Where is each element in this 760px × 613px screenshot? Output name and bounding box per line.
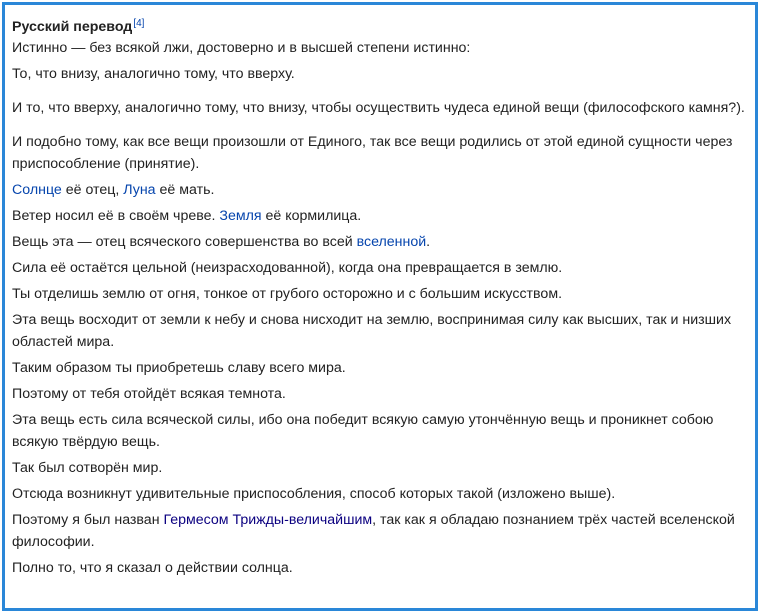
text-line-5-part1: её отец,: [61, 182, 124, 198]
text-line-14: Так был сотворён мир.: [12, 460, 163, 476]
text-line-1: Истинно — без всякой лжи, достоверно и в высшей степени истинно:: [12, 40, 471, 56]
translation-box: [2, 2, 758, 611]
text-line-4a: И подобно тому, как все вещи произошли от Единого, так все вещи родились от этой единой сущности через: [12, 134, 733, 150]
text-line-8: Сила её остаётся цельной (неизрасходованной), когда она превращается в землю.: [12, 260, 563, 276]
link-earth[interactable]: Земля: [219, 208, 262, 224]
text-line-10a: Эта вещь восходит от земли к небу и снова нисходит на землю, воспринимая силу как высших, так и низших: [12, 312, 732, 328]
text-line-2: То, что внизу, аналогично тому, что вверху.: [12, 66, 295, 82]
text-line-13a: Эта вещь есть сила всяческой силы, ибо она победит всякую самую утончённую вещь и проникнет собою: [12, 412, 714, 428]
text-line-12: Поэтому от тебя отойдёт всякая темнота.: [12, 386, 286, 402]
link-moon[interactable]: Луна: [123, 182, 156, 198]
link-hermes-trismegistus[interactable]: Гермесом Трижды-величайшим: [163, 512, 373, 528]
link-universe[interactable]: вселенной: [356, 234, 427, 250]
reference-link[interactable]: [4]: [133, 18, 145, 29]
text-line-5: [12, 179, 749, 201]
text-line-4b: приспособление (принятие).: [12, 156, 200, 172]
text-line-7-part1: Вещь эта — отец всяческого совершенства во всей: [12, 234, 357, 250]
text-line-5-part2: её мать.: [155, 182, 215, 198]
text-line-6: [12, 205, 749, 227]
text-line-15: Отсюда возникнут удивительные приспособления, способ которых такой (изложено выше).: [12, 486, 616, 502]
section-title: [12, 13, 749, 37]
text-line-3: И то, что вверху, аналогично тому, что внизу, чтобы осуществить чудеса единой вещи (философского камня?).: [12, 100, 745, 116]
text-line-6-part1: Ветер носил её в своём чреве.: [12, 208, 220, 224]
text-line-11: Таким образом ты приобретешь славу всего мира.: [12, 360, 346, 376]
text-line-13b: всякую твёрдую вещь.: [12, 434, 160, 450]
text-line-7: [12, 231, 749, 253]
text-line-16-part1: Поэтому я был назван: [12, 512, 164, 528]
text-line-16a: [12, 509, 749, 531]
translation-content: [12, 13, 749, 579]
section-title-text: Русский перевод: [12, 19, 133, 35]
text-line-7-part2: .: [426, 234, 431, 250]
text-line-17: Полно то, что я сказал о действии солнца.: [12, 560, 293, 576]
text-line-9: Ты отделишь землю от огня, тонкое от грубого осторожно и с большим искусством.: [12, 286, 563, 302]
text-line-10b: областей мира.: [12, 334, 115, 350]
text-line-6-part2: её кормилица.: [261, 208, 362, 224]
link-sun[interactable]: Солнце: [12, 182, 62, 198]
text-line-16-part2: , так как я обладаю познанием трёх частей вселенской: [372, 512, 735, 528]
text-line-16b: философии.: [12, 534, 95, 550]
